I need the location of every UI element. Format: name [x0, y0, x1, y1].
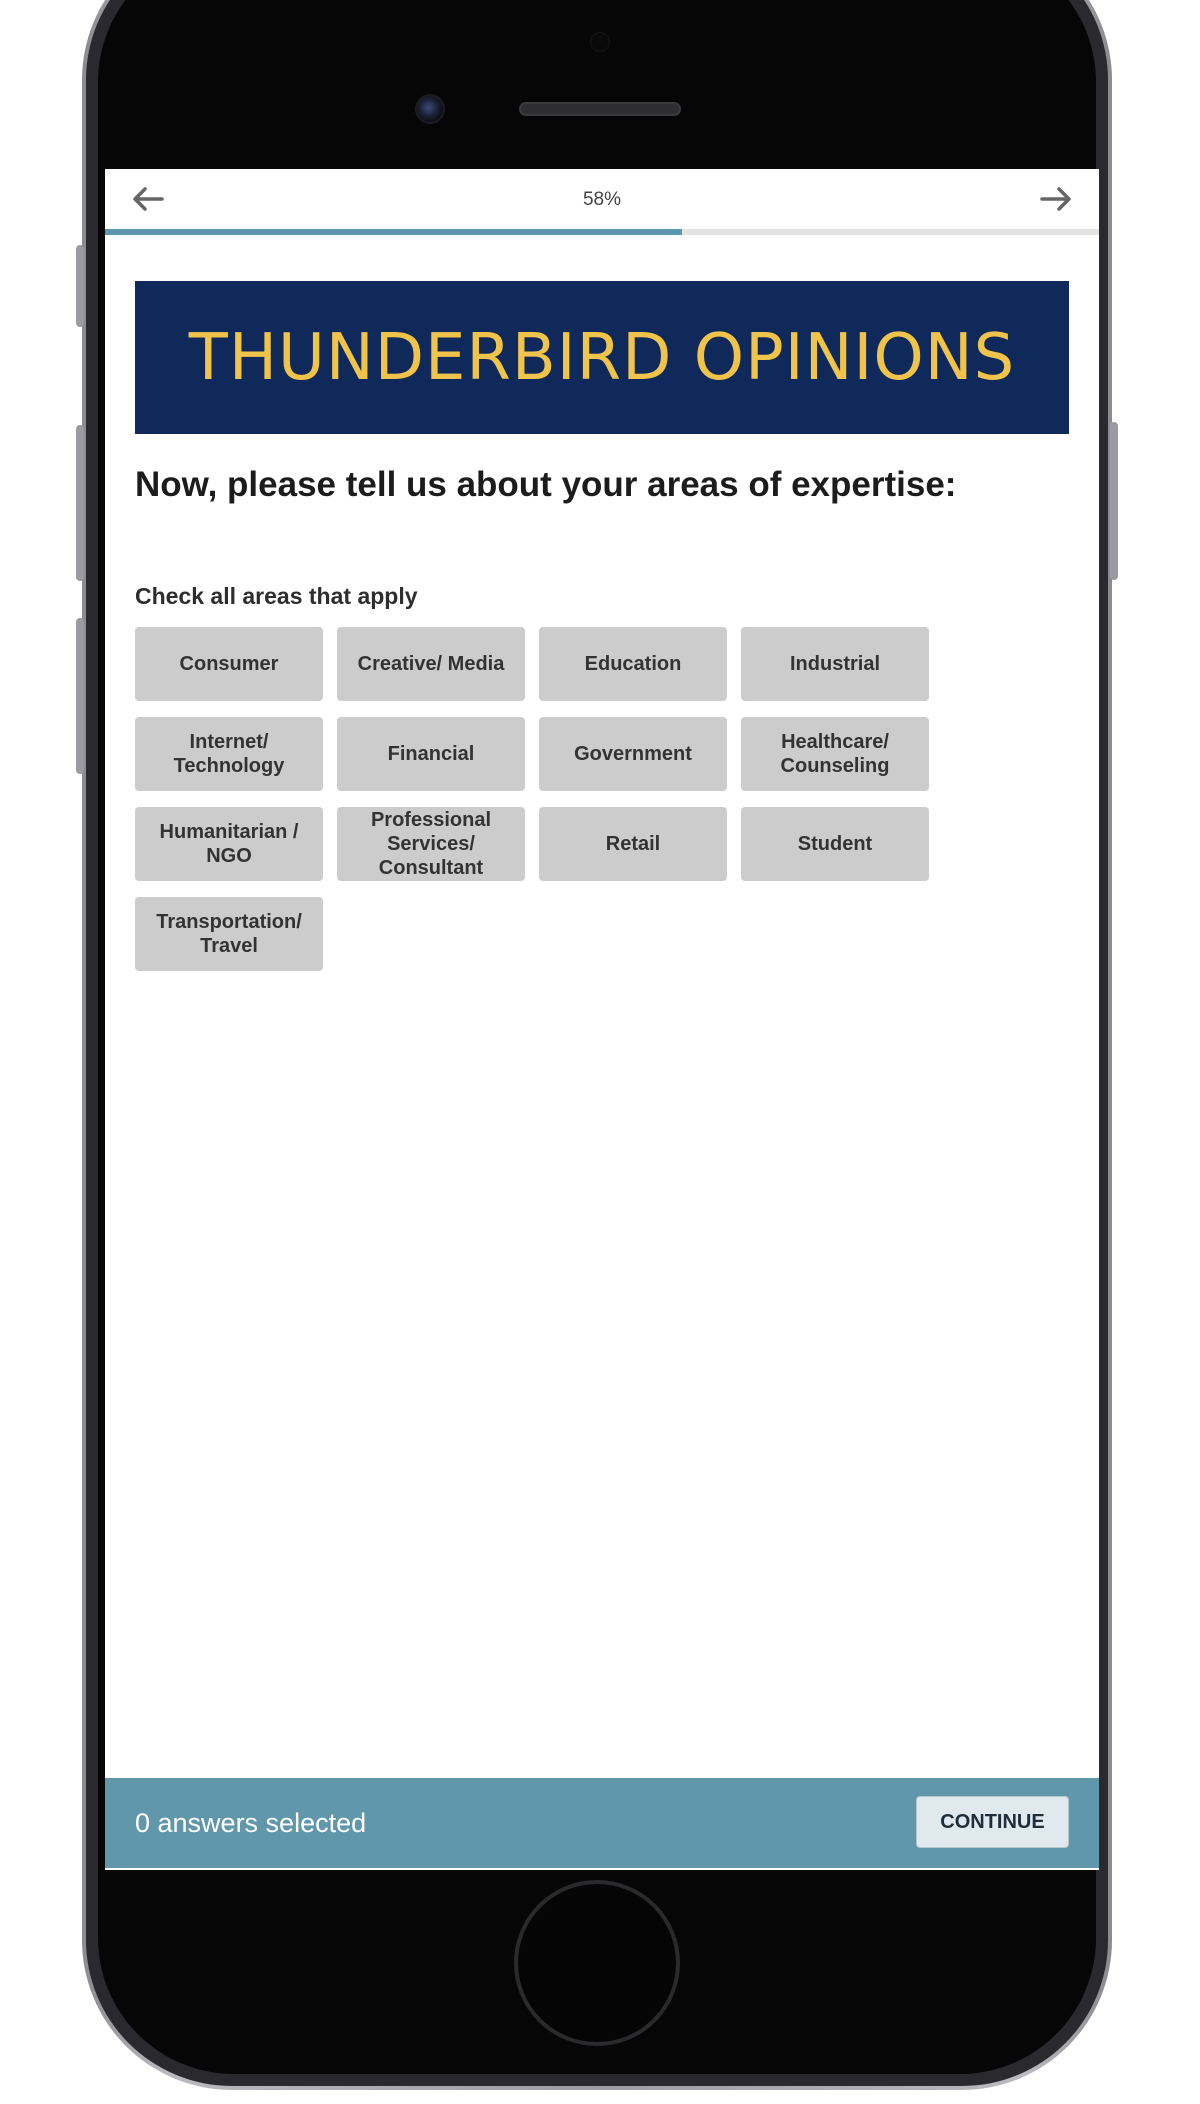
option-internet-technology[interactable]: Internet/ Technology [135, 717, 323, 791]
arrow-right-icon [1036, 183, 1076, 215]
question-title: Now, please tell us about your areas of expertise: [135, 465, 957, 504]
home-button[interactable] [514, 1880, 680, 2046]
earpiece-speaker [519, 102, 681, 116]
progress-bar-fill [105, 229, 682, 235]
front-camera [415, 94, 445, 124]
question-instruction: Check all areas that apply [135, 583, 418, 609]
expertise-options [135, 627, 935, 971]
continue-button[interactable]: CONTINUE [916, 1796, 1069, 1848]
option-financial[interactable]: Financial [337, 717, 525, 791]
option-consumer[interactable]: Consumer [135, 627, 323, 701]
option-professional-services[interactable]: Professional Services/ Consultant [337, 807, 525, 881]
proximity-sensor [590, 32, 610, 52]
option-humanitarian-ngo[interactable]: Humanitarian / NGO [135, 807, 323, 881]
brand-logo-text: THUNDERBIRD OPINIONS [188, 320, 1016, 395]
option-retail[interactable]: Retail [539, 807, 727, 881]
option-student[interactable]: Student [741, 807, 929, 881]
option-government[interactable]: Government [539, 717, 727, 791]
silent-switch [76, 245, 84, 327]
forward-button[interactable] [1036, 183, 1076, 215]
brand-banner [135, 281, 1069, 434]
option-creative-media[interactable]: Creative/ Media [337, 627, 525, 701]
option-healthcare-counseling[interactable]: Healthcare/ Counseling [741, 717, 929, 791]
survey-footer [105, 1778, 1099, 1868]
option-education[interactable]: Education [539, 627, 727, 701]
power-button [1110, 422, 1118, 580]
option-transportation-travel[interactable]: Transportation/ Travel [135, 897, 323, 971]
volume-up-button [76, 425, 84, 581]
option-industrial[interactable]: Industrial [741, 627, 929, 701]
volume-down-button [76, 618, 84, 774]
answers-selected-count: 0 answers selected [135, 1808, 367, 1838]
phone-screen [105, 169, 1099, 1870]
survey-top-bar [105, 169, 1099, 229]
progress-percentage: 58% [582, 189, 622, 210]
progress-bar [105, 229, 1099, 235]
